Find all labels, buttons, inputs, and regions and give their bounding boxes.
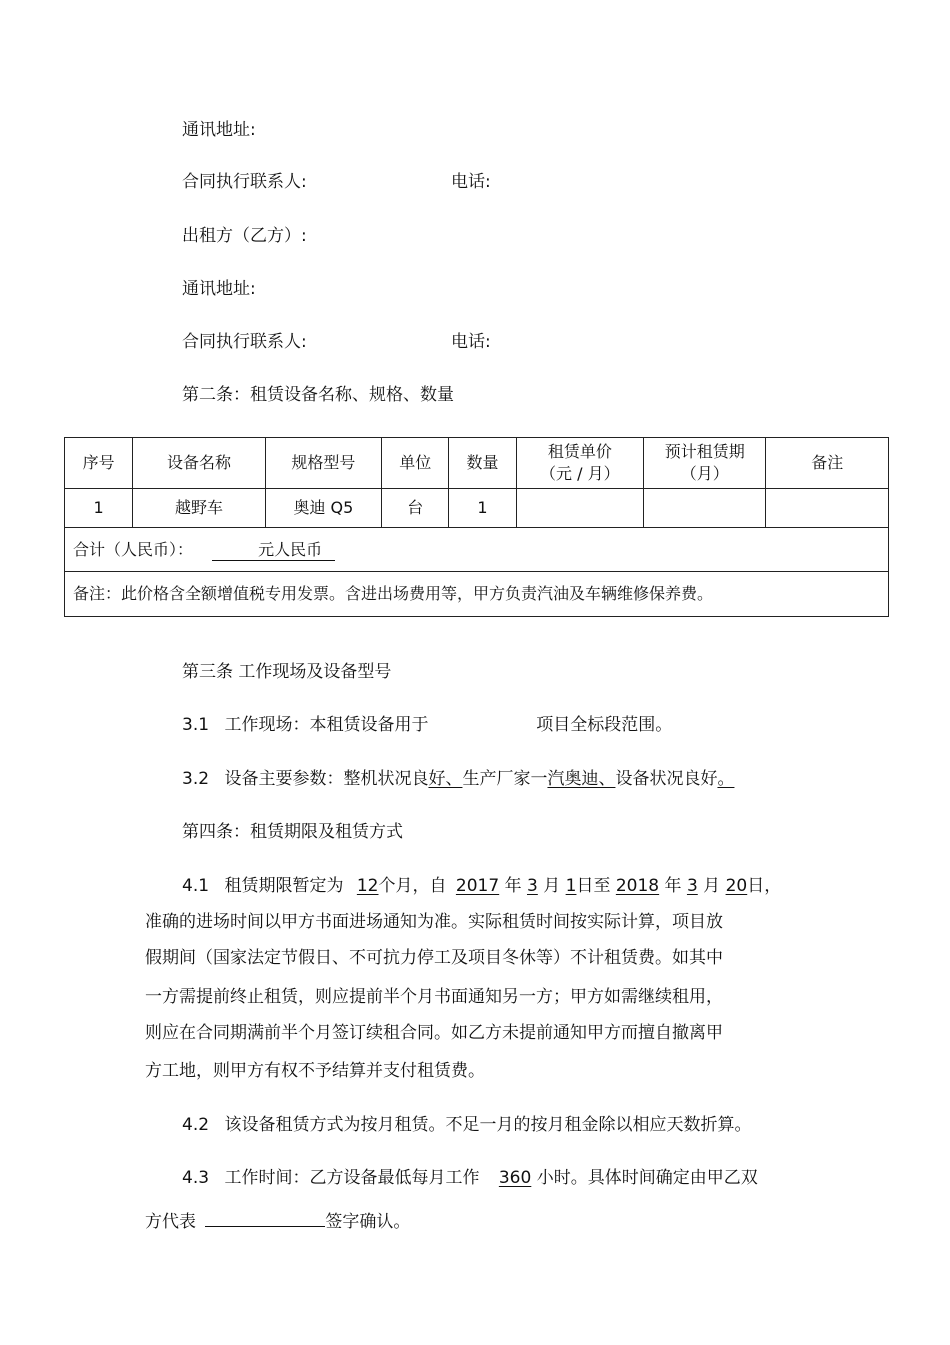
header-price-line2: （元 / 月） [540,464,620,483]
section-3-2-number: 3.2 [182,769,210,789]
section-4-1-text-a: 租赁期限暂定为 [224,876,344,896]
cell-unit: 台 [382,489,449,528]
signature-blank[interactable] [205,1208,325,1227]
table-header-row [65,438,889,489]
equipment-table [64,437,889,617]
party-b-contact-label: 合同执行联系人: [182,332,307,352]
section-4-3-line2 [145,1208,410,1234]
end-month: 3 [686,876,698,896]
header-no: 序号 [65,438,133,489]
section-3-2-text-b: 生产厂家一 [462,769,548,789]
start-month: 3 [526,876,538,896]
section-4-1-para-line5: 则应在合同期满前半个月签订续租合同。如乙方未提前通知甲方而擅自撤离甲 [145,1023,723,1043]
lease-months: 12 [356,876,379,896]
section-3-2-underline-1: 好、 [428,769,463,789]
note-cell: 备注：此价格含全额增值税专用发票。含进出场费用等，甲方负责汽油及车辆维修保养费。 [65,572,889,617]
section-3-1-text-b: 项目全标段范围。 [536,715,673,735]
section-3-2-text-c: 设备状况良好 [615,769,718,789]
section-4-3-text-c: 方代表 [145,1212,196,1232]
section-3-2-text-a: 设备主要参数：整机状况良 [224,769,429,789]
party-b-title: 出租方（乙方）: [182,226,307,246]
header-qty: 数量 [449,438,516,489]
table-row [65,489,889,528]
section-3-2-underline-3: 。 [717,769,735,789]
start-year-label: 年 [504,876,522,896]
article3-title: 第三条 工作现场及设备型号 [182,662,392,682]
section-4-1-text-b: 个月，自 [378,876,447,896]
cell-no: 1 [65,489,133,528]
header-period [644,438,766,489]
header-unit: 单位 [382,438,449,489]
end-year-label: 年 [664,876,682,896]
cell-period [644,489,766,528]
section-4-1-line1 [182,874,781,898]
header-name: 设备名称 [133,438,265,489]
end-day: 20 [725,876,748,896]
cell-name: 越野车 [133,489,265,528]
end-month-label: 月 [703,876,721,896]
party-a-contact-label: 合同执行联系人: [182,172,307,192]
party-b-phone-label: 电话: [451,332,491,352]
header-price-line1: 租赁单价 [547,442,612,461]
header-remark: 备注 [766,438,889,489]
article4-title: 第四条：租赁期限及租赁方式 [182,822,403,842]
header-period-line1: 预计租赁期 [664,442,745,461]
header-model: 规格型号 [265,438,381,489]
section-4-2-text: 该设备租赁方式为按月租赁。不足一月的按月租金除以相应天数折算。 [224,1115,752,1135]
section-4-1-para-line4: 一方需提前终止租赁，则应提前半个月书面通知另一方；甲方如需继续租用， [145,987,723,1007]
cell-remark [766,489,889,528]
total-value-text: 元人民币 [258,539,323,559]
start-day: 1 [565,876,577,896]
section-4-1-para-line3: 假期间（国家法定节假日、不可抗力停工及项目冬休等）不计租赁费。如其中 [145,948,723,968]
start-year: 2017 [455,876,500,896]
section-4-3-text-d: 签字确认。 [325,1212,411,1232]
section-4-2 [182,1113,751,1137]
cell-qty: 1 [449,489,516,528]
section-4-3-text-b: 小时。具体时间确定由甲乙双 [536,1168,758,1188]
section-3-1-text-a: 工作现场：本租赁设备用于 [224,715,429,735]
section-4-3-number: 4.3 [182,1168,210,1188]
section-4-1-para-line6: 方工地，则甲方有权不予结算并支付租赁费。 [145,1061,485,1081]
end-day-label: 日， [747,876,782,896]
start-month-label: 月 [543,876,561,896]
table-total-row [65,528,889,572]
article2-title: 第二条：租赁设备名称、规格、数量 [182,385,454,405]
section-4-1-para-line2: 准确的进场时间以甲方书面进场通知为准。实际租赁时间按实际计算，项目放 [145,912,723,932]
party-a-phone-label: 电话: [451,172,491,192]
table-note-row [65,572,889,617]
section-3-1 [182,713,672,737]
total-value [212,540,335,561]
total-cell [65,528,889,572]
cell-model: 奥迪 Q5 [265,489,381,528]
section-3-2 [182,767,755,791]
header-period-line2: （月） [680,464,729,483]
section-4-2-number: 4.2 [182,1115,210,1135]
section-3-1-number: 3.1 [182,715,210,735]
section-3-2-underline-2: 汽奥迪、 [547,769,616,789]
section-4-3-text-a: 工作时间：乙方设备最低每月工作 [224,1168,480,1188]
total-label: 合计（人民币）： [73,539,194,559]
start-day-label: 日至 [576,876,611,896]
party-a-address-label: 通讯地址: [182,120,256,140]
section-4-1-number: 4.1 [182,876,210,896]
header-price [516,438,643,489]
party-b-address-label: 通讯地址: [182,279,256,299]
cell-price [516,489,643,528]
work-hours: 360 [498,1168,532,1188]
section-4-3-line1 [182,1166,758,1190]
end-year: 2018 [615,876,660,896]
